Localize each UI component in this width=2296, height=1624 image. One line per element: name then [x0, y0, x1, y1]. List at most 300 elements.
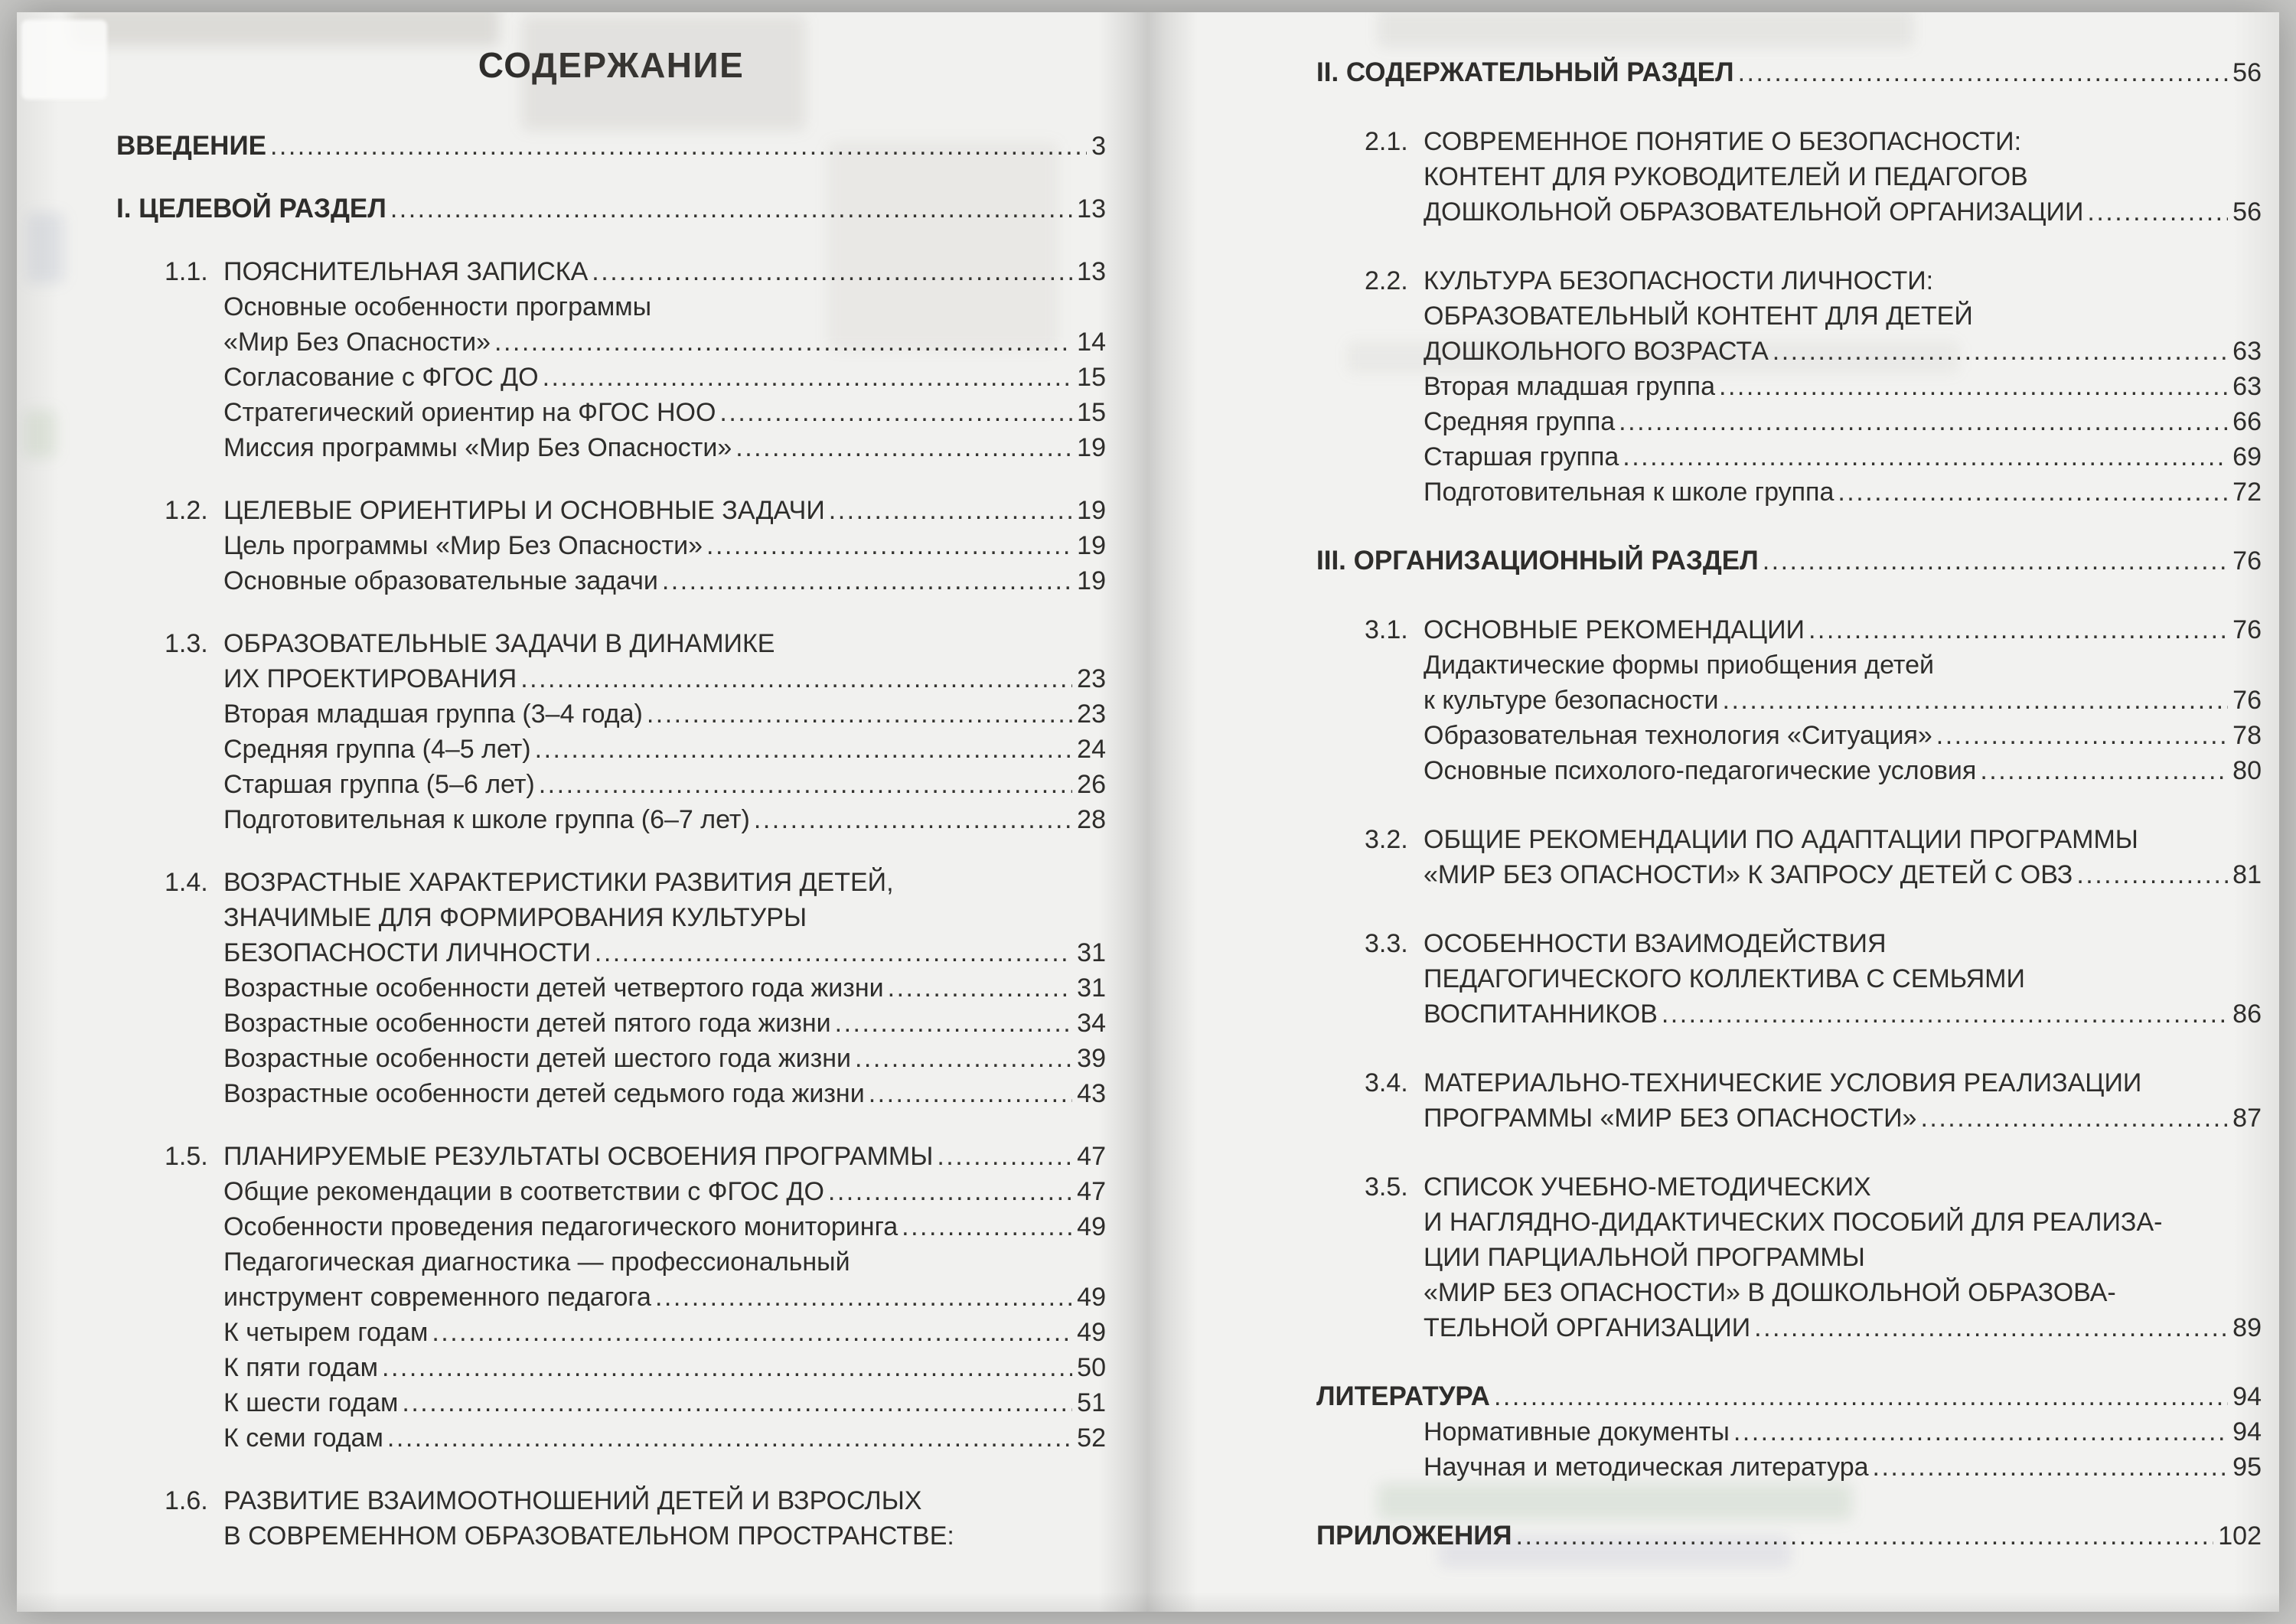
dot-leader [735, 430, 1072, 465]
toc-entry [1316, 718, 2262, 753]
toc-entry-text: Миссия программы «Мир Без Опасности» [223, 433, 732, 462]
toc-entry-text: К четырем годам [223, 1318, 429, 1347]
toc-entry-text: ТЕЛЬНОЙ ОРГАНИЗАЦИИ [1424, 1313, 1751, 1342]
toc-entry-page-number: 76 [2232, 615, 2262, 644]
toc-entry [116, 865, 1106, 970]
dot-leader [828, 1174, 1072, 1209]
toc-entry [1316, 1379, 2262, 1414]
toc-entry [116, 732, 1106, 767]
toc-entry-line [1316, 55, 2262, 90]
toc-entry-line [223, 1280, 1106, 1315]
toc-entry-line [1424, 612, 2262, 647]
toc-entry-line [116, 129, 1106, 164]
dot-leader [1873, 1450, 2229, 1485]
toc-entry [116, 1139, 1106, 1174]
toc-entry-line [223, 254, 1106, 289]
toc-entry-text: Возрастные особенности детей четвертого года жизни [223, 973, 884, 1003]
toc-entry-text: РАЗВИТИЕ ВЗАИМООТНОШЕНИЙ ДЕТЕЙ И ВЗРОСЛЫХ [223, 1486, 922, 1515]
toc-entry-text: ВОСПИТАННИКОВ [1424, 1000, 1658, 1029]
toc-entry-text: КОНТЕНТ ДЛЯ РУКОВОДИТЕЛЕЙ И ПЕДАГОГОВ [1424, 162, 2028, 191]
dot-leader [937, 1139, 1072, 1174]
toc-entry-page-number: 31 [1077, 938, 1106, 967]
toc-entry [1316, 753, 2262, 788]
dot-leader [592, 254, 1072, 289]
toc-entry [1316, 124, 2262, 230]
toc-entry [1316, 612, 2262, 647]
toc-entry-number: 3.1. [1365, 615, 1408, 644]
toc-entry-number: 1.2. [165, 496, 208, 525]
toc-entry-line [1424, 961, 2262, 996]
left-page [17, 12, 1148, 1612]
dot-leader [855, 1041, 1072, 1076]
toc-entry [116, 563, 1106, 598]
toc-entry-page-number: 28 [1077, 805, 1106, 834]
toc-entry-text: К шести годам [223, 1388, 399, 1417]
toc-entry-number: 3.4. [1365, 1068, 1408, 1097]
toc-entry-text: Нормативные документы [1424, 1417, 1730, 1446]
toc-entry [1316, 1169, 2262, 1345]
toc-entry-line [223, 360, 1106, 395]
toc-entry [116, 1209, 1106, 1244]
toc-entry [116, 360, 1106, 395]
toc-entry-text: ВВЕДЕНИЕ [116, 131, 266, 161]
bleed-through-artifact [1378, 12, 1913, 47]
toc-entry-text: Образовательная технология «Ситуация» [1424, 721, 1932, 750]
toc-entry [116, 626, 1106, 696]
toc-entry-page-number: 15 [1077, 363, 1106, 392]
toc-entry-page-number: 86 [2232, 1000, 2262, 1029]
toc-entry [1316, 926, 2262, 1032]
toc-entry-page-number: 14 [1077, 328, 1106, 357]
toc-entry [116, 129, 1106, 164]
toc-entry [116, 528, 1106, 563]
toc-entry-text: Цель программы «Мир Без Опасности» [223, 531, 703, 560]
dot-leader [888, 970, 1073, 1006]
toc-entry [116, 1483, 1106, 1554]
toc-entry-page-number: 13 [1077, 194, 1106, 223]
dot-leader [1773, 334, 2228, 369]
toc-entry-page-number: 3 [1091, 132, 1106, 161]
toc-entry-page-number: 49 [1077, 1318, 1106, 1347]
toc-entry-text: Общие рекомендации в соответствии с ФГОС ДО [223, 1177, 824, 1206]
toc-entry-line [1424, 753, 2262, 788]
bleed-through-artifact [24, 410, 57, 458]
toc-entry [1316, 822, 2262, 892]
dot-leader [1738, 55, 2229, 90]
toc-entry-text: ПОЯСНИТЕЛЬНАЯ ЗАПИСКА [223, 257, 589, 286]
toc-entry-text: ОБЩИЕ РЕКОМЕНДАЦИИ ПО АДАПТАЦИИ ПРОГРАММЫ [1424, 825, 2138, 854]
toc-entry-text: Старшая группа (5–6 лет) [223, 770, 535, 799]
toc-entry-line [1424, 1101, 2262, 1136]
toc-entry-text: ОСНОВНЫЕ РЕКОМЕНДАЦИИ [1424, 615, 1805, 644]
toc-entry-page-number: 80 [2232, 756, 2262, 785]
toc-entry-page-number: 15 [1077, 398, 1106, 427]
toc-entry-line [223, 1350, 1106, 1385]
toc-entry-text: Согласование с ФГОС ДО [223, 363, 539, 392]
toc-entry-text: ЦИИ ПАРЦИАЛЬНОЙ ПРОГРАММЫ [1424, 1243, 1865, 1272]
toc-entry-text: ВОЗРАСТНЫЕ ХАРАКТЕРИСТИКИ РАЗВИТИЯ ДЕТЕЙ, [223, 868, 894, 897]
toc-entry [116, 767, 1106, 802]
toc-entry-line [1424, 194, 2262, 230]
toc-entry-line [223, 935, 1106, 970]
toc-entry-page-number: 94 [2232, 1382, 2262, 1411]
toc-entry-line [223, 395, 1106, 430]
toc-entry-page-number: 49 [1077, 1283, 1106, 1312]
toc-entry-line [223, 802, 1106, 837]
toc-entry-page-number: 47 [1077, 1142, 1106, 1171]
toc-entry-text: ОБРАЗОВАТЕЛЬНЫЕ ЗАДАЧИ В ДИНАМИКЕ [223, 629, 775, 658]
toc-entry [1316, 1518, 2262, 1554]
dot-leader [390, 191, 1072, 227]
toc-entry-line [223, 1139, 1106, 1174]
toc-entry-page-number: 24 [1077, 735, 1106, 764]
toc-entry [116, 395, 1106, 430]
toc-entry-line [223, 1006, 1106, 1041]
toc-entry-page-number: 43 [1077, 1079, 1106, 1108]
toc-entry [116, 289, 1106, 360]
toc-entry-text: Старшая группа [1424, 442, 1619, 471]
right-page [1148, 12, 2279, 1612]
toc-entry-line [223, 1483, 1106, 1518]
toc-entry-line [1424, 124, 2262, 159]
dot-leader [655, 1280, 1072, 1315]
dot-leader [1733, 1414, 2228, 1450]
toc-entry-line [1424, 647, 2262, 683]
toc-entry-page-number: 31 [1077, 973, 1106, 1003]
toc-entry-text: ПРИЛОЖЕНИЯ [1316, 1521, 1512, 1551]
toc-entry-line [1316, 1518, 2262, 1554]
toc-entry-page-number: 87 [2232, 1104, 2262, 1133]
toc-entry-text: «МИР БЕЗ ОПАСНОСТИ» В ДОШКОЛЬНОЙ ОБРАЗОВА- [1424, 1278, 2116, 1307]
toc-entry-text: ПЕДАГОГИЧЕСКОГО КОЛЛЕКТИВА С СЕМЬЯМИ [1424, 964, 2025, 993]
dot-leader [535, 732, 1073, 767]
bleed-through-artifact [28, 213, 64, 283]
dot-leader [719, 395, 1072, 430]
dot-leader [647, 696, 1072, 732]
toc-entry-page-number: 94 [2232, 1417, 2262, 1446]
toc-entry [1316, 55, 2262, 90]
toc-entry-number: 2.1. [1365, 127, 1408, 156]
toc-entry-line [1424, 439, 2262, 474]
toc-entry-line [223, 528, 1106, 563]
toc-entry-page-number: 52 [1077, 1423, 1106, 1453]
toc-entry [116, 1350, 1106, 1385]
dot-leader [1763, 543, 2228, 579]
toc-entry-page-number: 102 [2218, 1521, 2262, 1551]
toc-entry-text: Дидактические формы приобщения детей [1424, 651, 1935, 680]
dot-leader [1623, 439, 2228, 474]
toc-entry-page-number: 81 [2232, 860, 2262, 889]
toc-entry-line [1424, 298, 2262, 334]
toc-entry-line [1424, 857, 2262, 892]
toc-entry [1316, 474, 2262, 510]
dot-leader [402, 1385, 1072, 1420]
dot-leader [539, 767, 1072, 802]
dot-leader [1662, 996, 2228, 1032]
toc-entry [116, 802, 1106, 837]
toc-entry-line [1424, 159, 2262, 194]
toc-entry-text: Вторая младшая группа [1424, 372, 1715, 401]
toc-entry [116, 1385, 1106, 1420]
toc-entry [116, 430, 1106, 465]
toc-entry [1316, 1065, 2262, 1136]
toc-entry-page-number: 19 [1077, 433, 1106, 462]
toc-entry-line [1424, 1275, 2262, 1310]
toc-entry-text: Средняя группа [1424, 407, 1616, 436]
toc-entry [1316, 647, 2262, 718]
toc-entry [116, 1006, 1106, 1041]
dot-leader [1980, 753, 2228, 788]
toc-entry-line [1424, 1450, 2262, 1485]
dot-leader [1723, 683, 2229, 718]
toc-entry-text: Стратегический ориентир на ФГОС НОО [223, 398, 716, 427]
toc-entry-page-number: 63 [2232, 337, 2262, 366]
dot-leader [754, 802, 1072, 837]
toc-entry-text: СПИСОК УЧЕБНО-МЕТОДИЧЕСКИХ [1424, 1172, 1871, 1202]
toc-entry-text: ОСОБЕННОСТИ ВЗАИМОДЕЙСТВИЯ [1424, 929, 1887, 958]
toc-entry-line [223, 1174, 1106, 1209]
toc-entry-page-number: 51 [1077, 1388, 1106, 1417]
toc-entry-line [1424, 822, 2262, 857]
dot-leader [902, 1209, 1072, 1244]
toc-entry-text: МАТЕРИАЛЬНО-ТЕХНИЧЕСКИЕ УСЛОВИЯ РЕАЛИЗАЦИИ [1424, 1068, 2142, 1097]
toc-entry-text: ИХ ПРОЕКТИРОВАНИЯ [223, 664, 517, 693]
toc-entry-line [223, 1041, 1106, 1076]
toc-entry-number: 1.5. [165, 1142, 208, 1171]
dot-leader [270, 129, 1087, 164]
toc-entry [116, 1041, 1106, 1076]
toc-entry-line [1424, 1414, 2262, 1450]
dot-leader [1838, 474, 2228, 510]
toc-entry-text: ОБРАЗОВАТЕЛЬНЫЙ КОНТЕНТ ДЛЯ ДЕТЕЙ [1424, 302, 1973, 331]
toc-entry-line [223, 1518, 1106, 1554]
dot-leader [662, 563, 1072, 598]
toc-entry-text: Возрастные особенности детей седьмого года жизни [223, 1079, 865, 1108]
bleed-through-artifact [70, 12, 499, 46]
toc-entry-page-number: 95 [2232, 1453, 2262, 1482]
toc-entry-line [223, 1385, 1106, 1420]
dot-leader [1516, 1518, 2214, 1554]
dot-leader [869, 1076, 1072, 1111]
toc-entry-page-number: 23 [1077, 664, 1106, 693]
toc-entry-line [1424, 404, 2262, 439]
toc-entry [1316, 1450, 2262, 1485]
toc-entry-page-number: 34 [1077, 1009, 1106, 1038]
toc-entry-page-number: 13 [1077, 257, 1106, 286]
toc-entry [116, 1315, 1106, 1350]
toc-entry-line [223, 430, 1106, 465]
toc-entry-text: Основные образовательные задачи [223, 566, 658, 595]
dot-leader [1754, 1310, 2228, 1345]
toc-entry-page-number: 19 [1077, 566, 1106, 595]
toc-title: СОДЕРЖАНИЕ [478, 45, 745, 85]
toc-entry [116, 1174, 1106, 1209]
toc-entry-text: Основные психолого-педагогические условия [1424, 756, 1977, 785]
book-spread [17, 12, 2279, 1612]
toc-entry-line [1424, 683, 2262, 718]
dot-leader [2076, 857, 2228, 892]
toc-entry-line [223, 696, 1106, 732]
toc-entry-page-number: 26 [1077, 770, 1106, 799]
toc-entry-line [223, 1420, 1106, 1456]
dot-leader [1936, 718, 2228, 753]
dot-leader [387, 1420, 1072, 1456]
toc-entry-line [223, 767, 1106, 802]
toc-entry-text: I. ЦЕЛЕВОЙ РАЗДЕЛ [116, 194, 386, 223]
dot-leader [706, 528, 1072, 563]
toc-entry-line [1424, 369, 2262, 404]
toc-entry-number: 1.1. [165, 257, 208, 286]
dot-leader [1719, 369, 2228, 404]
toc-entry-line [223, 1076, 1106, 1111]
toc-entry-line [1316, 543, 2262, 579]
toc-entry-line [1424, 474, 2262, 510]
toc-entry-number: 3.3. [1365, 929, 1408, 958]
toc-entry-text: III. ОРГАНИЗАЦИОННЫЙ РАЗДЕЛ [1316, 546, 1759, 576]
toc-entry-text: к культуре безопасности [1424, 686, 1719, 715]
toc-entry-line [1424, 1310, 2262, 1345]
toc-entry-line [1424, 1205, 2262, 1240]
toc-entry-text: Научная и методическая литература [1424, 1453, 1869, 1482]
toc-entry-page-number: 76 [2232, 686, 2262, 715]
toc-entry [116, 254, 1106, 289]
toc-entry-line [223, 1209, 1106, 1244]
toc-entry-page-number: 78 [2232, 721, 2262, 750]
toc-entry-text: Возрастные особенности детей пятого года жизни [223, 1009, 831, 1038]
toc-entry [116, 1076, 1106, 1111]
dot-leader [432, 1315, 1072, 1350]
toc-entry-line [1424, 926, 2262, 961]
dot-leader [829, 493, 1072, 528]
toc-entry-text: Педагогическая диагностика — профессиональный [223, 1247, 850, 1277]
toc-entry-page-number: 66 [2232, 407, 2262, 436]
toc-entry-text: КУЛЬТУРА БЕЗОПАСНОСТИ ЛИЧНОСТИ: [1424, 266, 1934, 295]
toc-entry-page-number: 23 [1077, 699, 1106, 729]
toc-entry-page-number: 56 [2232, 58, 2262, 87]
toc-entry-text: Подготовительная к школе группа (6–7 лет) [223, 805, 750, 834]
toc-entry [1316, 1414, 2262, 1450]
toc-entry-text: II. СОДЕРЖАТЕЛЬНЫЙ РАЗДЕЛ [1316, 57, 1734, 87]
toc-entry-text: Основные особенности программы [223, 292, 652, 321]
toc-entry-number: 1.3. [165, 629, 208, 658]
toc-entry-line [223, 563, 1106, 598]
dot-leader [1920, 1101, 2228, 1136]
dot-leader [835, 1006, 1073, 1041]
toc-entry-page-number: 50 [1077, 1353, 1106, 1382]
toc-entry-line [223, 324, 1106, 360]
toc-entry-line [1424, 1065, 2262, 1101]
toc-entry-line [223, 1315, 1106, 1350]
toc-entry-page-number: 47 [1077, 1177, 1106, 1206]
toc-entry-line [223, 493, 1106, 528]
toc-entry-number: 3.2. [1365, 825, 1408, 854]
toc-entry-line [1424, 263, 2262, 298]
toc-entry-page-number: 89 [2232, 1313, 2262, 1342]
toc-entry [116, 493, 1106, 528]
toc-entry-number: 2.2. [1365, 266, 1408, 295]
dot-leader [2087, 194, 2228, 230]
toc-entry [1316, 404, 2262, 439]
bleed-through-artifact [21, 20, 107, 99]
toc-entry-page-number: 39 [1077, 1044, 1106, 1073]
toc-entry [116, 696, 1106, 732]
toc-entry-text: инструмент современного педагога [223, 1283, 651, 1312]
toc-entry-line [1424, 1169, 2262, 1205]
toc-entry [1316, 543, 2262, 579]
toc-entry-text: И НАГЛЯДНО-ДИДАКТИЧЕСКИХ ПОСОБИЙ ДЛЯ РЕАЛИЗА- [1424, 1208, 2163, 1237]
toc-entry-line [223, 900, 1106, 935]
toc-entry-page-number: 19 [1077, 531, 1106, 560]
dot-leader [1619, 404, 2228, 439]
toc-entry-text: К пяти годам [223, 1353, 379, 1382]
toc-entry-text: «МИР БЕЗ ОПАСНОСТИ» К ЗАПРОСУ ДЕТЕЙ С ОВЗ [1424, 860, 2073, 889]
toc-entry-line [1316, 1379, 2262, 1414]
toc-entry-text: Подготовительная к школе группа [1424, 478, 1835, 507]
toc-entry-page-number: 69 [2232, 442, 2262, 471]
toc-entry [116, 191, 1106, 227]
dot-leader [382, 1350, 1072, 1385]
toc-entry-text: СОВРЕМЕННОЕ ПОНЯТИЕ О БЕЗОПАСНОСТИ: [1424, 127, 2022, 156]
toc-entry-text: В СОВРЕМЕННОМ ОБРАЗОВАТЕЛЬНОМ ПРОСТРАНСТВЕ: [223, 1521, 954, 1551]
toc-entry-page-number: 63 [2232, 372, 2262, 401]
toc-entry [116, 970, 1106, 1006]
toc-entry-line [223, 970, 1106, 1006]
toc-entry-text: «Мир Без Опасности» [223, 328, 491, 357]
toc-entry [116, 1244, 1106, 1315]
toc-entry [1316, 439, 2262, 474]
dot-leader [543, 360, 1073, 395]
toc-entry-line [1424, 996, 2262, 1032]
toc-entry-line [1424, 1240, 2262, 1275]
toc-entry [1316, 263, 2262, 369]
toc-entry-text: ЛИТЕРАТУРА [1316, 1381, 1490, 1411]
toc-entry-line [223, 865, 1106, 900]
toc-entry-page-number: 72 [2232, 478, 2262, 507]
dot-leader [494, 324, 1072, 360]
toc-entry-text: Средняя группа (4–5 лет) [223, 735, 531, 764]
toc-entry-line [223, 626, 1106, 661]
toc-entry-text: ДОШКОЛЬНОЙ ОБРАЗОВАТЕЛЬНОЙ ОРГАНИЗАЦИИ [1424, 197, 2084, 227]
toc-entry-line [1424, 334, 2262, 369]
dot-leader [520, 661, 1072, 696]
dot-leader [1808, 612, 2228, 647]
dot-leader [1494, 1379, 2228, 1414]
toc-entry [116, 1420, 1106, 1456]
toc-entry-text: ЗНАЧИМЫЕ ДЛЯ ФОРМИРОВАНИЯ КУЛЬТУРЫ [223, 903, 807, 932]
toc-entry-line [1424, 718, 2262, 753]
toc-entry-line [223, 289, 1106, 324]
toc-entry-number: 1.4. [165, 868, 208, 897]
toc-entry-text: Особенности проведения педагогического мониторинга [223, 1212, 899, 1241]
toc-left-column [116, 129, 1106, 1554]
toc-entry-text: Вторая младшая группа (3–4 года) [223, 699, 643, 729]
toc-entry-line [223, 732, 1106, 767]
toc-entry-page-number: 76 [2232, 546, 2262, 576]
toc-entry-line [116, 191, 1106, 227]
toc-entry-number: 3.5. [1365, 1172, 1408, 1202]
toc-entry-text: К семи годам [223, 1423, 383, 1453]
toc-entry-page-number: 56 [2232, 197, 2262, 227]
toc-entry-text: ПЛАНИРУЕМЫЕ РЕЗУЛЬТАТЫ ОСВОЕНИЯ ПРОГРАММЫ [223, 1142, 934, 1171]
toc-right-column [1316, 55, 2262, 1554]
toc-entry-number: 1.6. [165, 1486, 208, 1515]
toc-entry-text: Возрастные особенности детей шестого года жизни [223, 1044, 851, 1073]
toc-entry-text: ПРОГРАММЫ «МИР БЕЗ ОПАСНОСТИ» [1424, 1104, 1917, 1133]
toc-entry-line [223, 661, 1106, 696]
toc-entry-text: БЕЗОПАСНОСТИ ЛИЧНОСТИ [223, 938, 591, 967]
toc-entry-page-number: 49 [1077, 1212, 1106, 1241]
toc-entry-text: ЦЕЛЕВЫЕ ОРИЕНТИРЫ И ОСНОВНЫЕ ЗАДАЧИ [223, 496, 825, 525]
